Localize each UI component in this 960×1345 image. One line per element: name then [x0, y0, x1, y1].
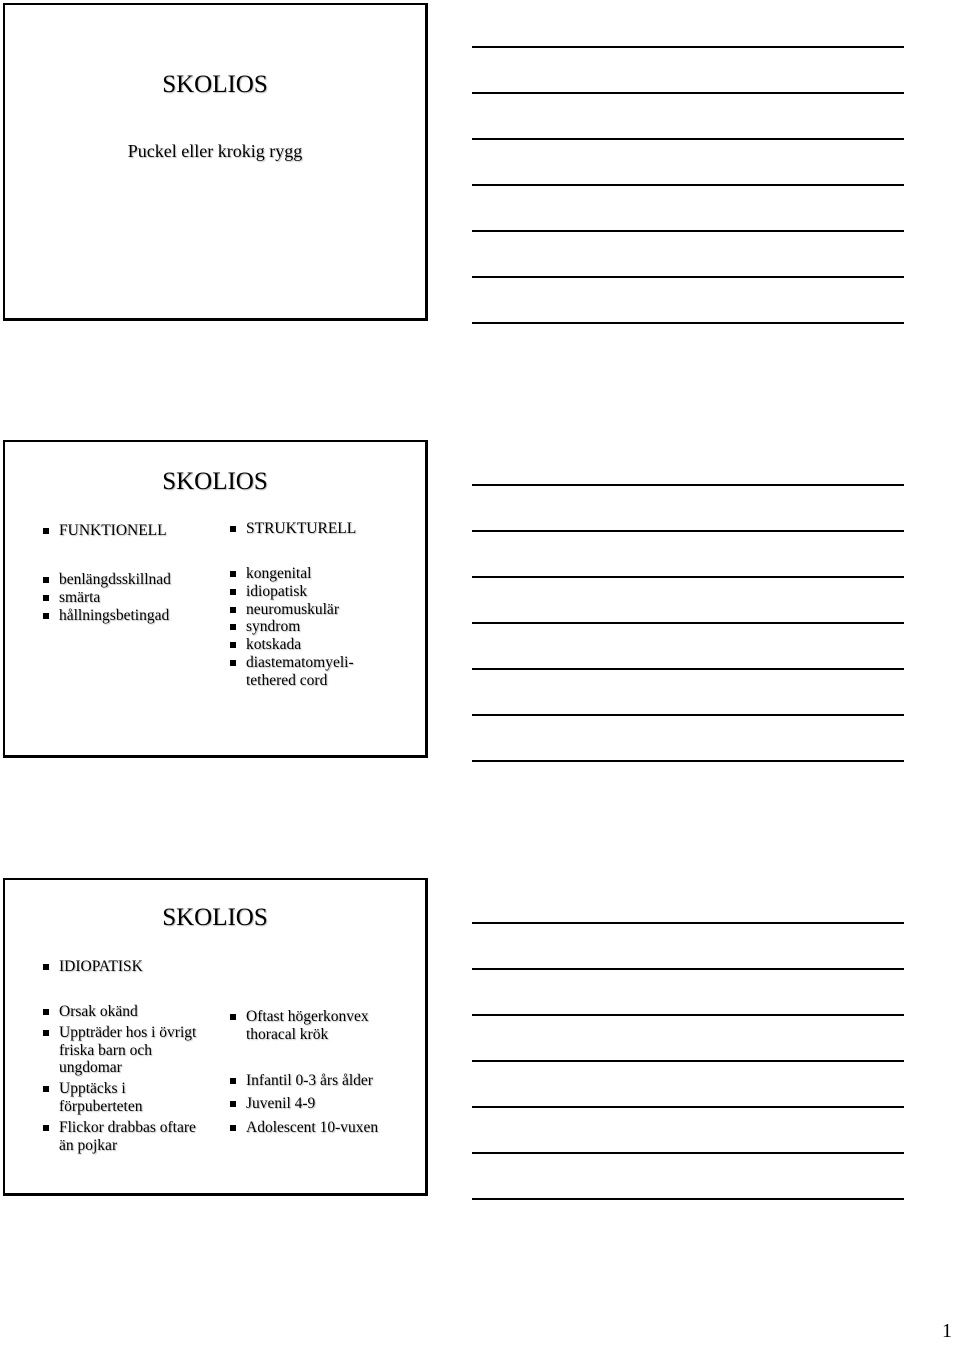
idiopathic-heading-list: [43, 958, 143, 976]
note-line: [472, 716, 904, 762]
note-line: [472, 232, 904, 278]
note-line: [472, 486, 904, 532]
note-line: [472, 48, 904, 94]
list-item: syndrom: [230, 618, 420, 636]
slide-title: SKOLIOS: [162, 904, 268, 931]
note-line: [472, 2, 904, 48]
list-item: STRUKTURELL: [230, 520, 356, 538]
note-line: [472, 440, 904, 486]
note-line: [472, 924, 904, 970]
list-item: kongenital: [230, 565, 420, 583]
notes-lines-2: [472, 440, 904, 762]
functional-heading-list: [43, 522, 167, 540]
list-item: neuromuskulär: [230, 601, 420, 619]
list-item: diastematomyeli- tethered cord: [230, 654, 420, 690]
list-item: Flickor drabbas oftare än pojkar: [43, 1119, 213, 1155]
list-item: Adolescent 10-vuxen: [230, 1119, 420, 1137]
note-line: [472, 1154, 904, 1200]
list-item: IDIOPATISK: [43, 958, 143, 976]
list-item: idiopatisk: [230, 583, 420, 601]
list-item: Uppträder hos i övrigt friska barn och ungdomar: [43, 1024, 213, 1077]
note-line: [472, 670, 904, 716]
slide-title: SKOLIOS: [162, 71, 268, 98]
note-line: [472, 1016, 904, 1062]
list-item: Orsak okänd: [43, 1003, 213, 1021]
list-item: FUNKTIONELL: [43, 522, 167, 540]
slide-3: [3, 878, 428, 1196]
note-line: [472, 1108, 904, 1154]
note-line: [472, 878, 904, 924]
idiopathic-right-list: [230, 1008, 420, 1137]
slide-2: [3, 440, 428, 758]
list-item: hållningsbetingad: [43, 607, 213, 625]
note-line: [472, 140, 904, 186]
notes-lines-3: [472, 878, 904, 1200]
list-item: Infantil 0-3 års ålder: [230, 1072, 420, 1090]
page-number: 1: [942, 1320, 952, 1342]
slide-title: SKOLIOS: [162, 468, 268, 495]
note-line: [472, 186, 904, 232]
note-line: [472, 970, 904, 1016]
list-item: Juvenil 4-9: [230, 1095, 420, 1113]
list-item: smärta: [43, 589, 213, 607]
note-line: [472, 94, 904, 140]
structural-list: [230, 565, 420, 690]
list-item: Upptäcks i förpuberteten: [43, 1080, 213, 1116]
slide-1: [3, 3, 428, 321]
idiopathic-left-list: [43, 1003, 213, 1155]
list-item: Oftast högerkonvex thoracal krök: [230, 1008, 420, 1044]
note-line: [472, 532, 904, 578]
note-line: [472, 1062, 904, 1108]
note-line: [472, 578, 904, 624]
slide-subtitle: Puckel eller krokig rygg: [127, 141, 303, 161]
structural-heading-list: [230, 520, 356, 538]
note-line: [472, 278, 904, 324]
list-item: benlängdsskillnad: [43, 571, 213, 589]
notes-lines-1: [472, 2, 904, 324]
note-line: [472, 624, 904, 670]
functional-list: [43, 571, 213, 624]
list-item: kotskada: [230, 636, 420, 654]
